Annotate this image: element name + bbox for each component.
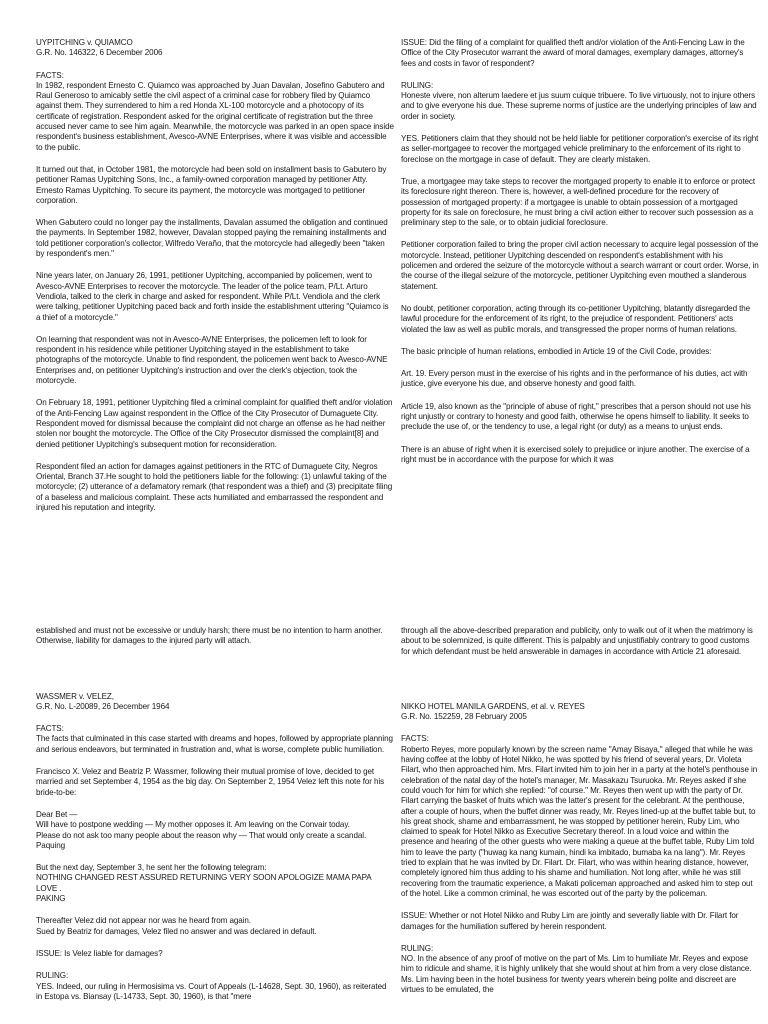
paragraph: True, a mortgagee may take steps to recover the mortgaged property to enable it to enforce or protect its foreclosure right thereon. There is, however, a well-defined procedure for the recovery of possession of mortgaged property: if a mortgagee is unable to obtain possession of a mortgaged property for its sale on foreclosure, he must bring a civil action either to recover such possession as a preliminary step to the sale, or to obtain judicial foreclosure. — [401, 176, 756, 228]
page-two-right-column — [401, 626, 759, 995]
paragraph: YES. Petitioners claim that they should not be held liable for petitioner corporation's exercise of its right as seller-mortgagee to recover the mortgaged vehicle preliminary to the enforcement of its right to foreclose on the mortgage in case of default. They are clearly mistaken. — [401, 134, 759, 164]
case-title-nikko: NIKKO HOTEL MANILA GARDENS, et al. v. REYES G.R. No. 152259, 28 February 2005 — [401, 701, 585, 722]
paragraph: Petitioner corporation failed to bring the proper civil action necessary to acquire legal possession of the motorcycle. Instead, petitioner Uypitching descended on respondent's establishment with his policemen and ordered the seizure of the motorcycle without a search warrant or court order. Worse, in the course of the illegal seizure of the motorcycle, petitioner Uypitching even mouthed a slanderous statement. — [401, 240, 759, 291]
paragraph: Article 19, also known as the "principle of abuse of right," prescribes that a person should not use his right unjustly or contrary to honesty and good faith, otherwise he opens himself to liability. It seeks to preclude the use of, or the tendency to use, a legal right (or duty) as a means to unjust ends. — [401, 401, 751, 432]
ruling-paragraph: RULING: Honeste vivere, non alterum laedere et jus suum cuique tribuere. To live virtuously, not to injure others and to give everyone his due. These supreme norms of justice are the underlying principles of law and order in society. — [401, 80, 757, 121]
ruling-paragraph: RULING: NO. In the absence of any proof of motive on the part of Ms. Lim to humiliate Mr. Reyes and expose him to ridicule and shame, it is highly unlikely that she would shout at him from a very close distance. Ms. Lim having been in the hotel business for twenty years wherein being polite and discreet are virtues to be emulated, the — [401, 943, 752, 995]
paragraph: established and must not be excessive or unduly harsh; there must be no intention to harm another. Otherwise, liability for damages to the injured party will attach. — [36, 626, 383, 646]
paragraph: FACTS: Roberto Reyes, more popularly known by the screen name "Amay Bisaya," alleged that while he was having coffee at the lobby of Hotel Nikko, he was spotted by his friend of several years, Dr. Violeta Filart, who then approached him. Mrs. Filart invited him to join her in a party at the hotel's penthouse in celebration of the natal day of the hotel's manager, Mr. Masakazu Tsuruoka. Mr. Reyes asked if she could vouch for him for which she replied: "of course." Mr. Reyes then went up with the party of Dr. Filart carrying the basket of fruits which was the latter's present for the celebrant. At the penthouse, after a couple of hours, when the buffet dinner was ready, Mr. Reyes lined-up at the buffet table but, to his great shock, shame and embarrassment, he was stopped by petitioner herein, Ruby Lim, who claimed to speak for Hotel Nikko as Executive Secretary thereof. In a loud voice and within the presence and hearing of the other guests who were making a queue at the buffet table, Ruby Lim told him to leave the party ("huwag ka nang kumain, hindi ka imbitado, bumaba ka na lang"). Mr. Reyes tried to explain that he was invited by Dr. Filart. Dr. Filart, who was within hearing distance, however, completely ignored him thus adding to his shame and humiliation. Not long after, while he was still recovering from the traumatic experience, a Makati policeman approached and asked him to step out of the hotel. Like a common criminal, he was escorted out of the party by the policeman. — [401, 734, 758, 898]
paragraph: On February 18, 1991, petitioner Uypitching filed a criminal complaint for qualified theft and/or violation of the Anti-Fencing Law against respondent in the Office of the City Prosecutor of Dumaguete City. Respondent moved for dismissal because the complaint did not charge an offense as he had neither stolen nor bought the motorcycle. The Office of the City Prosecutor dismissed the complaint[8] and denied petitioner Uypitching's subsequent motion for reconsideration. — [36, 398, 393, 449]
paragraph: Francisco X. Velez and Beatriz P. Wassmer, following their mutual promise of love, decided to get married and set September 4, 1954 as the big day. On September 2, 1954 Velez left this note for his bride-to-be: — [36, 767, 385, 797]
issue-paragraph: ISSUE: Whether or not Hotel Nikko and Ruby Lim are jointly and severally liable with Dr. Filart for damages for the humiliation suffered by herein respondent. — [401, 911, 739, 931]
page-one-right-column — [401, 38, 759, 465]
paragraph: Nine years later, on January 26, 1991, petitioner Uypitching, accompanied by policemen, went to Avesco-AVNE Enterprises to recover the motorcycle. The leader of the police team, P/Lt. Arturo Vendiola, talked to the clerk in charge and asked for respondent. While P/Lt. Vendiola and the clerk were talking, petitioner Uypitching paced back and forth inside the establishment uttering "Quiamco is a thief of a motorcycle." — [36, 271, 389, 322]
telegram-paragraph: But the next day, September 3, he sent her the following telegram: NOTHING CHANGED REST ASSURED RETURNING VERY SOON APOLOGIZE MAMA PAPA LOVE . PAKING — [36, 863, 372, 904]
paragraph: When Gabutero could no longer pay the installments, Davalan assumed the obligation and continued the payments. In September 1982, however, Davalan stopped paying the remaining installments and told petitioner corporation's collector, Wilfredo Veraño, that the motorcycle had allegedly been "taken by respondent's men." — [36, 218, 388, 259]
case-title-uypitching: UYPITCHING v. QUIAMCO G.R. No. 146322, 6 December 2006 — [36, 38, 163, 58]
issue-paragraph: ISSUE: Is Velez liable for damages? — [36, 948, 163, 958]
paragraph: It turned out that, in October 1981, the motorcycle had been sold on installment basis to Gabutero by petitioner Ramas Uypitching Sons, Inc., a family-owned corporation managed by petitioner Atty. Ernesto Ramas Uypitching. To secure its payment, the motorcycle was mortgaged to petitioner corporation. — [36, 164, 387, 205]
page-two-left-column — [36, 626, 394, 1002]
ruling-paragraph: RULING: YES. Indeed, our ruling in Hermosisima vs. Court of Appeals (L-14628, Sept. 30, 1960), as reiterated in Estopa vs. Biansay (L-14733, Sept. 30, 1960), is that "mere — [36, 971, 387, 1001]
paragraph: through all the above-described preparation and publicity, only to walk out of it when the matrimony is about to be solemnized, is quite different. This is palpably and unjustifiably contrary to good customs for which defendant must be held answerable in damages in accordance with Article 21 aforesaid. — [401, 626, 753, 656]
case-title-wassmer: WASSMER v. VELEZ, G.R. No. L-20089, 26 December 1964 — [36, 691, 170, 711]
paragraph: Thereafter Velez did not appear nor was he heard from again. Sued by Beatriz for damages, Velez filed no answer and was declared in default. — [36, 916, 317, 936]
paragraph: FACTS: In 1982, respondent Ernesto C. Quiamco was approached by Juan Davalan, Josefino Gabutero and Raul Generoso to amicably settle the civil aspect of a criminal case for robbery filed by Quiamco against them. They surrendered to him a red Honda XL-100 motorcycle and a photocopy of its certificate of registration. Respondent asked for the original certificate of registration but the three accused never came to see him again. Meanwhile, the motorcycle was parked in an open space inside respondent's business establishment, Avesco-AVNE Enterprises, where it was visible and accessible to the public. — [36, 70, 394, 152]
page-one-left-column — [36, 38, 394, 525]
page-two — [0, 622, 768, 1024]
paragraph: No doubt, petitioner corporation, acting through its co-petitioner Uypitching, blatantly disregarded the lawful procedure for the enforcement of its right, to the prejudice of respondent. Petitioners' acts violated the law as well as public morals, and transgressed the proper norms of human relations. — [401, 303, 751, 334]
paragraph: On learning that respondent was not in Avesco-AVNE Enterprises, the policemen left to look for respondent in his residence while petitioner Uypitching stayed in the establishment to take photographs of the motorcycle. Unable to find respondent, the policemen went back to Avesco-AVNE Enterprises and, on petitioner Uypitching's instruction and over the clerk's objection, took the motorcycle. — [36, 334, 388, 386]
paragraph: There is an abuse of right when it is exercised solely to prejudice or injure another. The exercise of a right must be in accordance with the purpose for which it was — [401, 444, 750, 464]
paragraph: The basic principle of human relations, embodied in Article 19 of the Civil Code, provides: — [401, 346, 712, 356]
paragraph: FACTS: The facts that culminated in this case started with dreams and hopes, followed by appropriate planning and serious endeavors, but terminated in frustration and, what is worse, complete public humiliation. — [36, 724, 393, 754]
paragraph: Respondent filed an action for damages against petitioners in the RTC of Dumaguete City, Negros Oriental, Branch 37.He sought to hold the petitioners liable for the following: (1) unlawful taking of the motorcycle; (2) utterance of a defamatory remark (that respondent was a thief) and (3) precipitate filing of a baseless and malicious complaint. These acts humiliated and embarrassed the respondent and injured his reputation and integrity. — [36, 461, 393, 512]
paragraph: Art. 19. Every person must in the exercise of his rights and in the performance of his duties, act with justice, give everyone his due, and observe honesty and good faith. — [401, 369, 748, 389]
letter-paragraph: Dear Bet — Will have to postpone wedding — My mother opposes it. Am leaving on the Convair today. Please do not ask too many people about the reason why — That would only create a scandal. Paquing — [36, 809, 367, 850]
issue-paragraph: ISSUE: Did the filing of a complaint for qualified theft and/or violation of the Anti-Fencing Law in the Office of the City Prosecutor warrant the award of moral damages, exemplary damages, attorney's fees and costs in favor of respondent? — [401, 38, 745, 68]
page-gap — [0, 548, 768, 622]
